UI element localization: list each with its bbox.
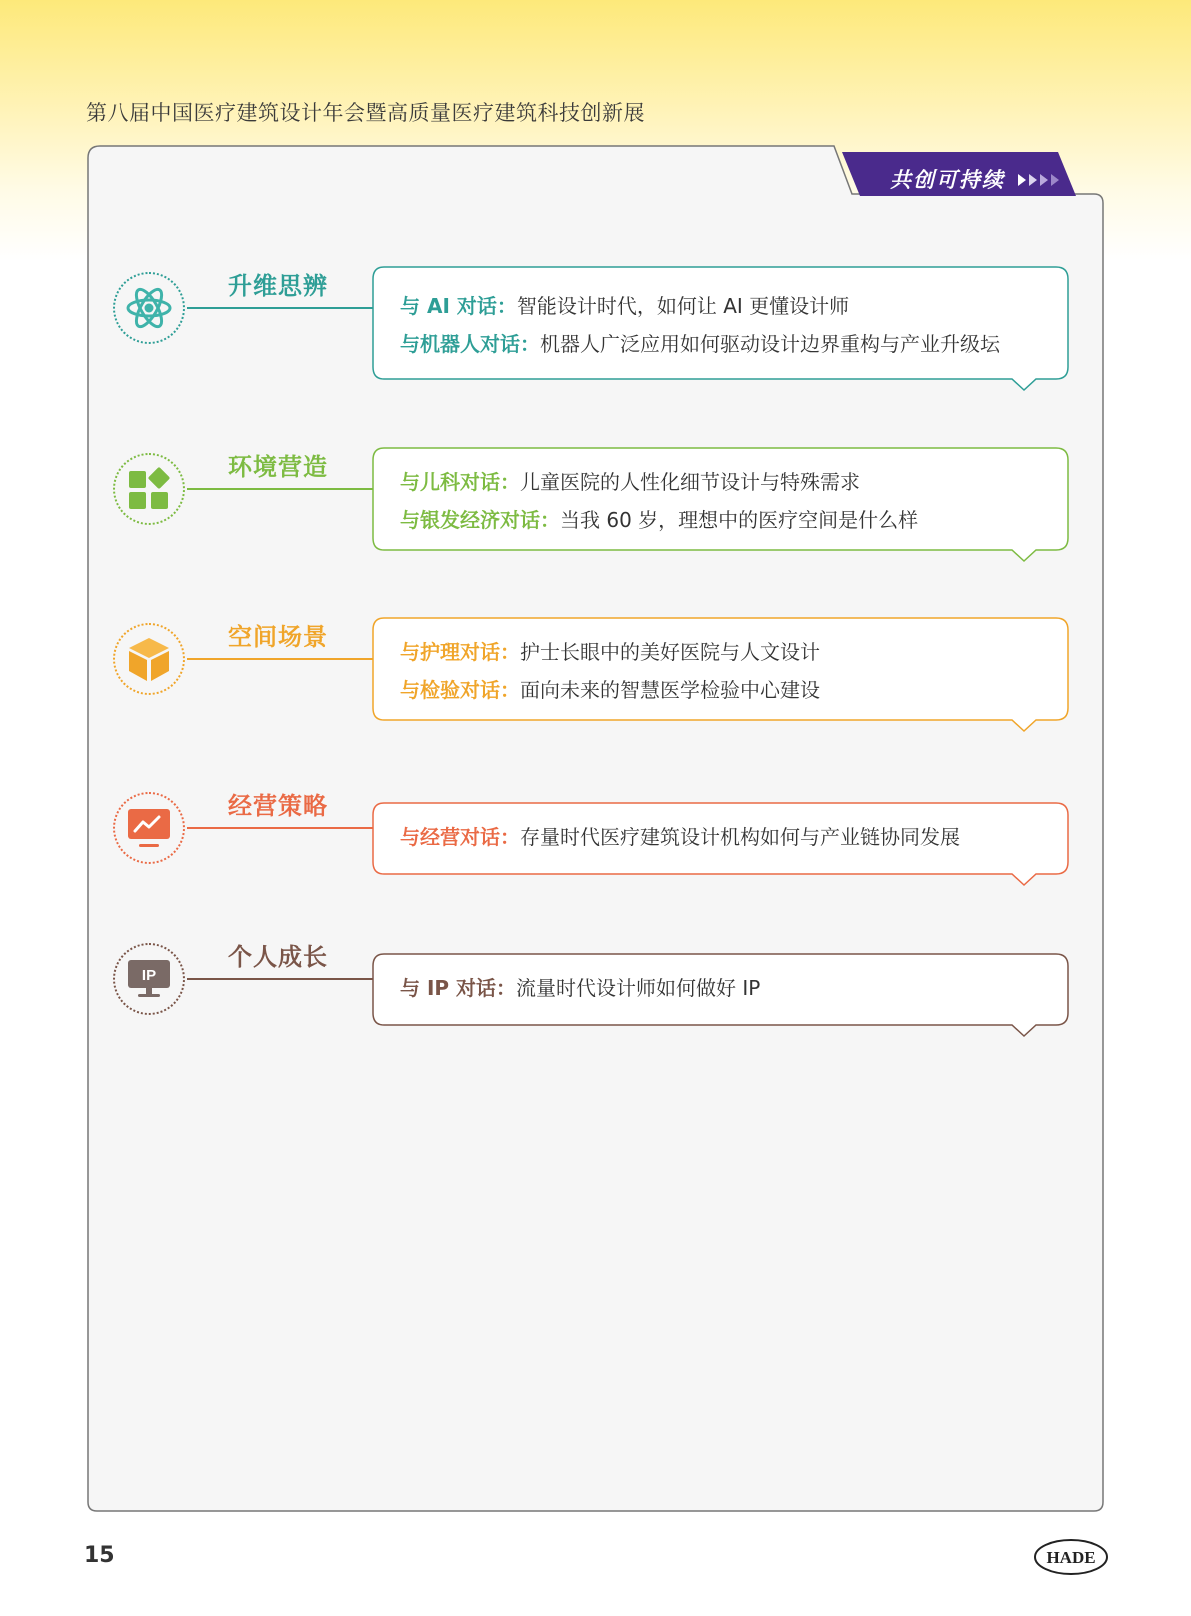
dialogue-line bbox=[400, 969, 760, 1007]
section-connector bbox=[187, 827, 374, 829]
chevron-arrows-icon bbox=[1016, 172, 1060, 188]
section-connector bbox=[187, 307, 374, 309]
svg-text:IP: IP bbox=[141, 967, 157, 984]
dialogue-label: 与护理对话： bbox=[400, 640, 520, 664]
trend-monitor-icon bbox=[125, 804, 173, 852]
dialogue-label: 与机器人对话： bbox=[400, 332, 540, 356]
dialogue-text: 护士长眼中的美好医院与人文设计 bbox=[520, 640, 820, 664]
dialogue-text: 当我 60 岁，理想中的医疗空间是什么样 bbox=[560, 508, 919, 532]
section-title: 环境营造 bbox=[228, 453, 328, 481]
dialogue-text: 智能设计时代，如何让 AI 更懂设计师 bbox=[516, 294, 850, 318]
section-icon-ring bbox=[113, 623, 185, 695]
section-bubble-lines bbox=[400, 287, 1000, 363]
dialogue-text: 存量时代医疗建筑设计机构如何与产业链协同发展 bbox=[520, 825, 960, 849]
page-header-title: 第八届中国医疗建筑设计年会暨高质量医疗建筑科技创新展 bbox=[86, 101, 645, 125]
dialogue-line bbox=[400, 325, 1000, 363]
dialogue-label: 与 IP 对话： bbox=[400, 976, 517, 1000]
section-connector bbox=[187, 658, 374, 660]
blocks-icon bbox=[127, 467, 171, 511]
atom-icon bbox=[124, 283, 174, 333]
dialogue-line bbox=[400, 633, 820, 671]
section-connector bbox=[187, 978, 374, 980]
section-icon-ring bbox=[113, 943, 185, 1015]
dialogue-label: 与经营对话： bbox=[400, 825, 520, 849]
dialogue-text: 面向未来的智慧医学检验中心建设 bbox=[520, 678, 820, 702]
ip-monitor-icon bbox=[125, 955, 173, 1003]
dialogue-label: 与检验对话： bbox=[400, 678, 520, 702]
section-icon-ring bbox=[113, 453, 185, 525]
cube-icon bbox=[125, 635, 173, 683]
dialogue-line bbox=[400, 463, 918, 501]
section-bubble-lines bbox=[400, 633, 820, 709]
page-number: 15 bbox=[84, 1543, 115, 1568]
section-title: 经营策略 bbox=[228, 792, 328, 820]
section-title: 个人成长 bbox=[228, 943, 328, 971]
section-icon-ring bbox=[113, 272, 185, 344]
section-bubble-lines bbox=[400, 818, 960, 856]
section-title: 升维思辨 bbox=[228, 272, 328, 300]
section-connector bbox=[187, 488, 374, 490]
dialogue-label: 与儿科对话： bbox=[400, 470, 520, 494]
dialogue-label: 与 AI 对话： bbox=[400, 294, 517, 318]
dialogue-text: 流量时代设计师如何做好 IP bbox=[516, 976, 761, 1000]
dialogue-label: 与银发经济对话： bbox=[400, 508, 560, 532]
dialogue-line bbox=[400, 501, 918, 539]
section-title: 空间场景 bbox=[228, 623, 328, 651]
section-bubble-lines bbox=[400, 969, 760, 1007]
section-bubble-lines bbox=[400, 463, 918, 539]
dialogue-text: 儿童医院的人性化细节设计与特殊需求 bbox=[520, 470, 860, 494]
tab-label: 共创可持续 bbox=[890, 168, 1005, 192]
hade-logo bbox=[1033, 1537, 1109, 1577]
section-icon-ring bbox=[113, 792, 185, 864]
svg-text:HADE: HADE bbox=[1046, 1548, 1096, 1567]
dialogue-text: 机器人广泛应用如何驱动设计边界重构与产业升级坛 bbox=[540, 332, 1000, 356]
dialogue-line bbox=[400, 818, 960, 856]
dialogue-line bbox=[400, 671, 820, 709]
dialogue-line bbox=[400, 287, 1000, 325]
